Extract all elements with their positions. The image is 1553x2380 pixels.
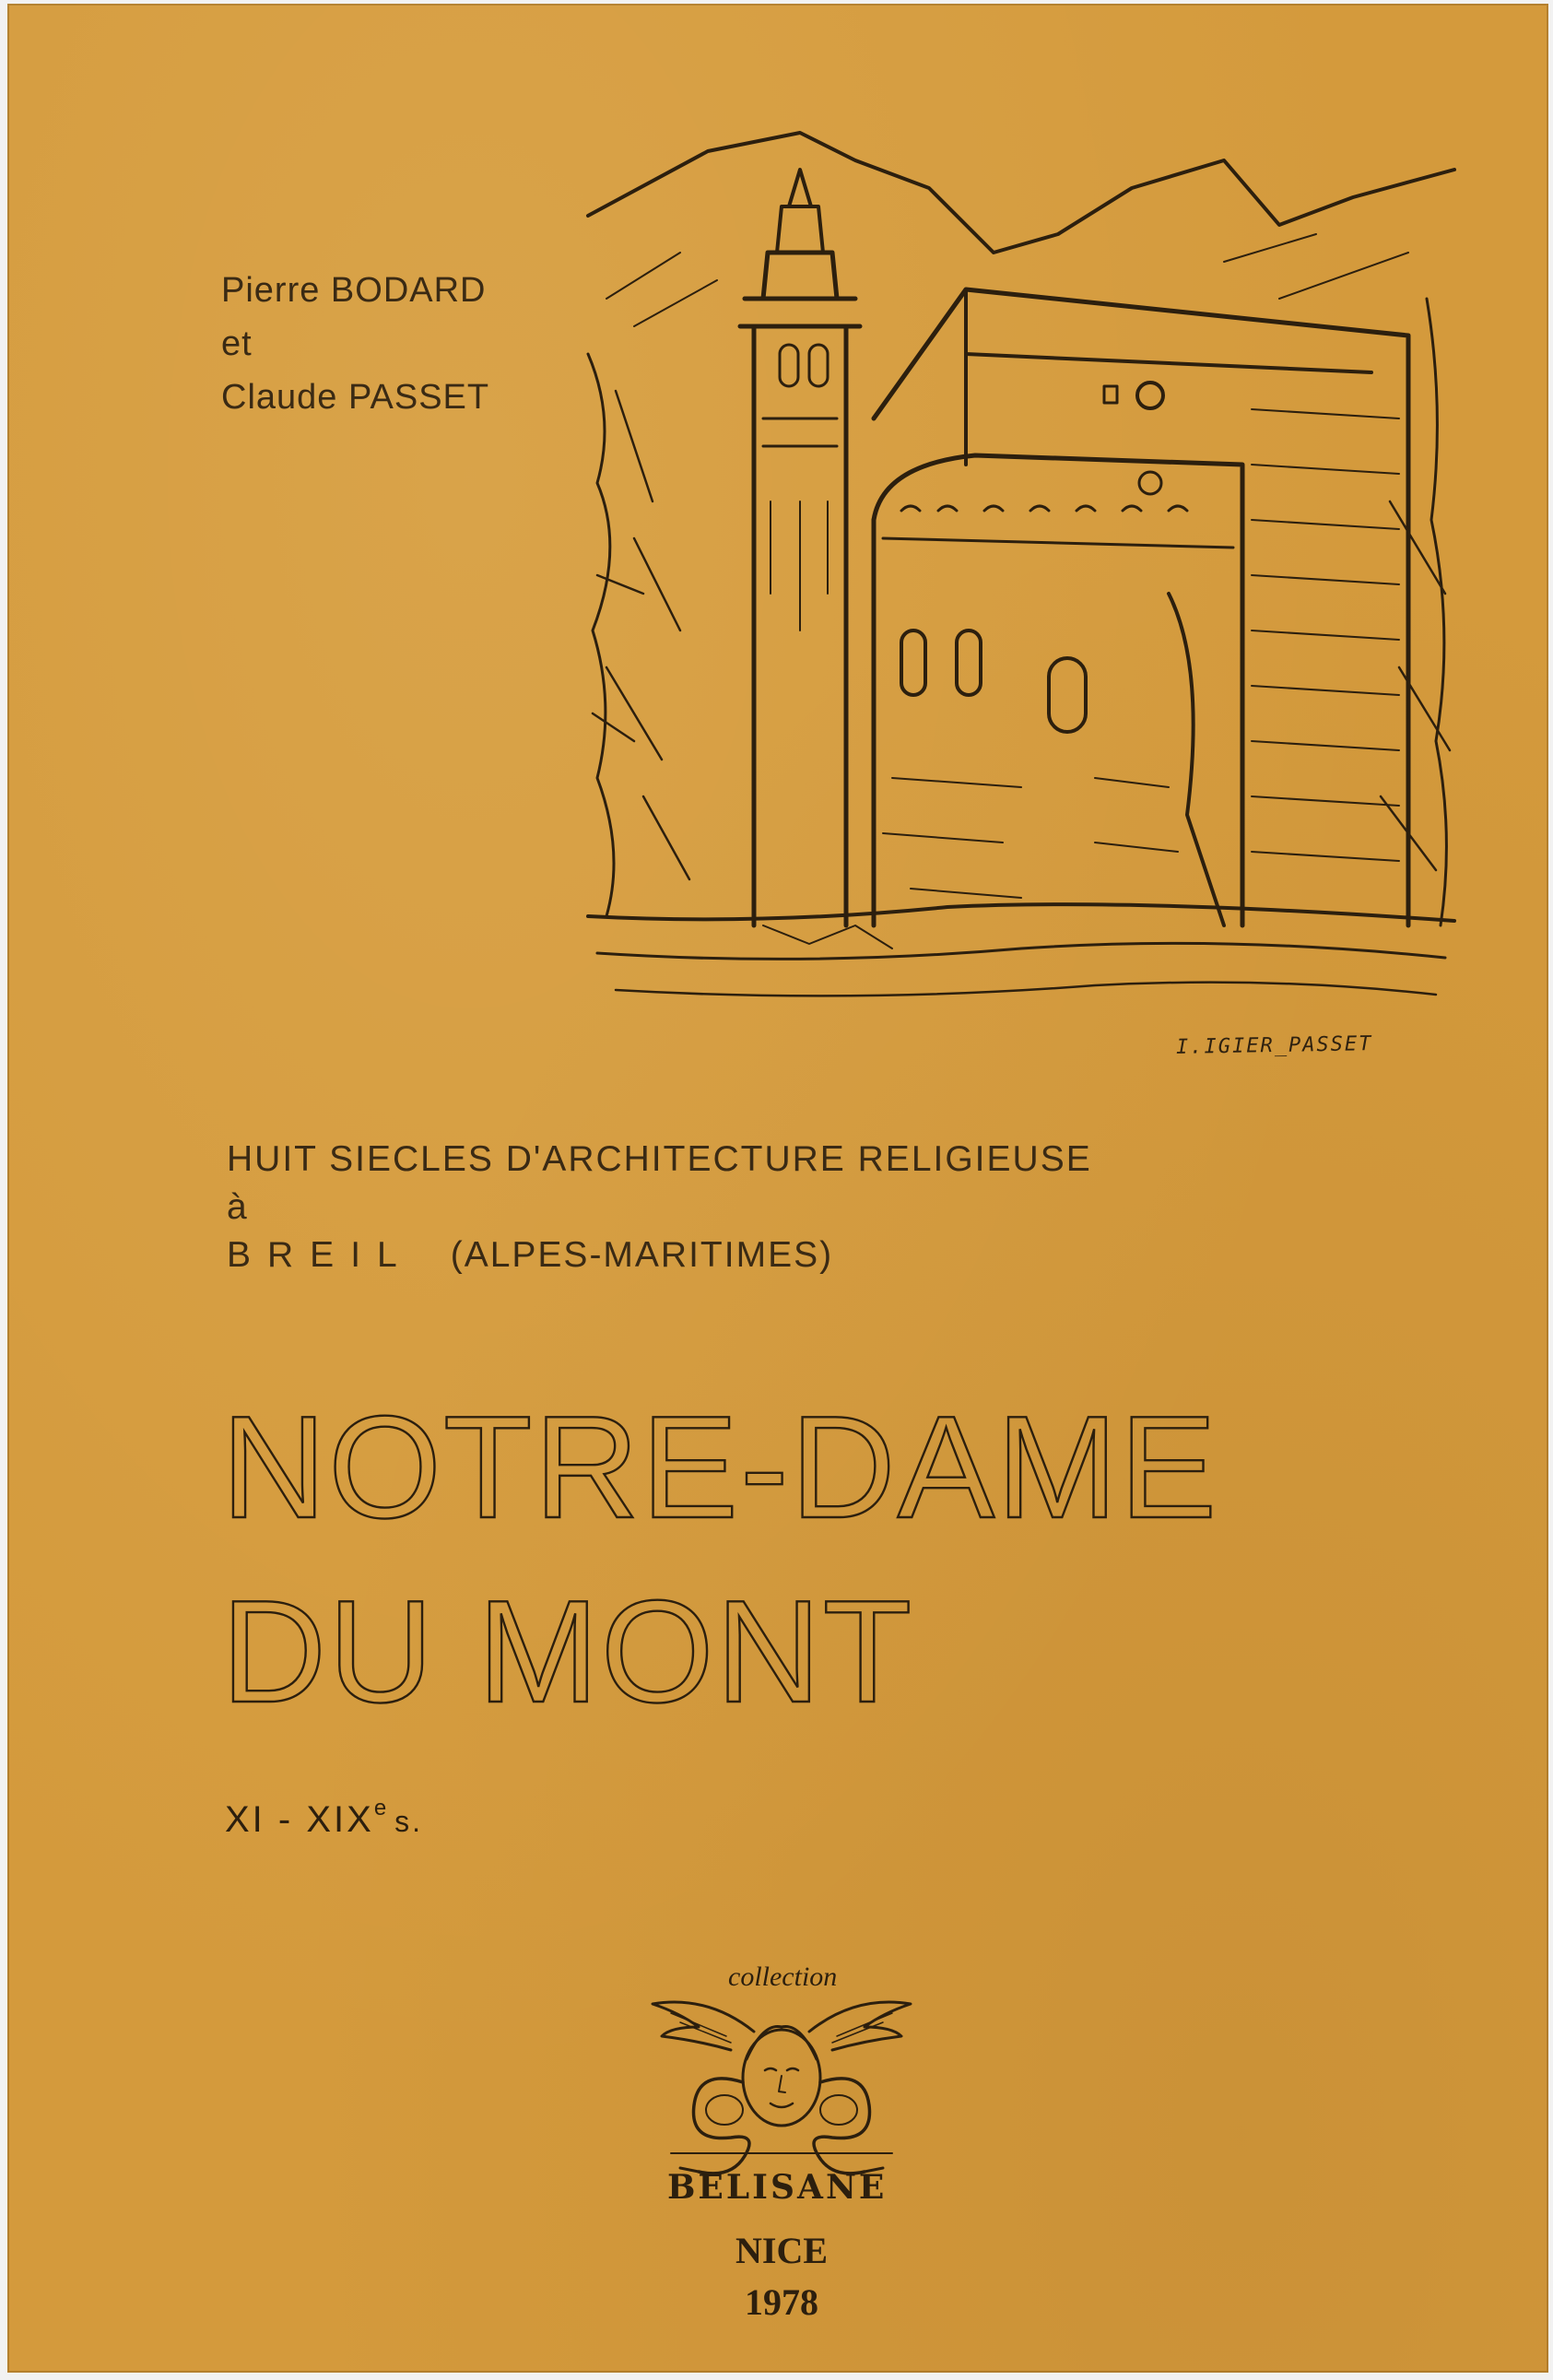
publisher-year: 1978 xyxy=(745,2281,818,2323)
subtitle-place: BREIL xyxy=(227,1235,414,1275)
author-2: Claude PASSET xyxy=(221,378,490,417)
subtitle-line-2: à xyxy=(227,1187,249,1227)
collection-label: collection xyxy=(728,1962,838,1992)
century-suffix: s. xyxy=(394,1805,424,1838)
subtitle-line-3 xyxy=(227,1231,1092,1279)
church-illustration xyxy=(579,114,1464,1036)
illustration-signature: I.IGIER_PASSET xyxy=(1175,1032,1373,1059)
book-title xyxy=(221,1375,1218,1744)
title-line-2: DU MONT xyxy=(221,1571,914,1733)
subtitle-line-1: HUIT SIECLES D'ARCHITECTURE RELIGIEUSE xyxy=(227,1139,1092,1179)
subtitle-block xyxy=(227,1136,1092,1279)
publisher-block xyxy=(653,2225,911,2328)
author-1: Pierre BODARD xyxy=(221,271,487,310)
subtitle-region: (ALPES-MARITIMES) xyxy=(450,1235,834,1275)
century-range xyxy=(225,1796,423,1841)
book-cover xyxy=(7,4,1548,2373)
century-main: XI - XIX xyxy=(225,1799,374,1840)
author-conjunction: et xyxy=(221,324,253,363)
publisher-city: NICE xyxy=(735,2230,829,2271)
authors-block xyxy=(221,264,489,424)
century-superscript: e xyxy=(373,1796,390,1820)
title-line-1: NOTRE-DAME xyxy=(221,1386,1219,1549)
collection-name: BELISANE xyxy=(667,2168,888,2207)
